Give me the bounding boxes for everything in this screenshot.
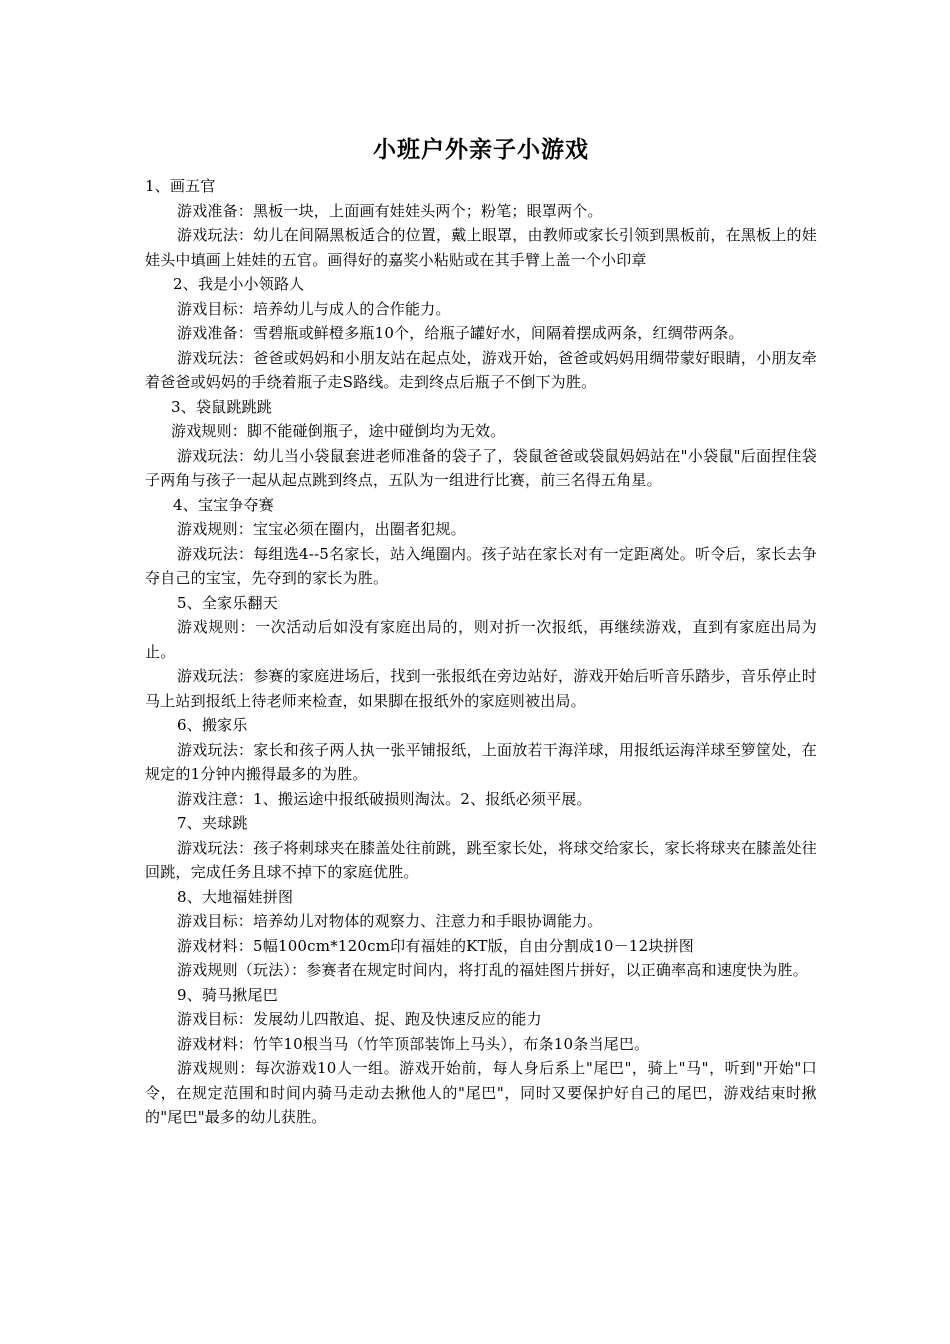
section-heading-6: 6、搬家乐 (177, 716, 248, 734)
section-heading-2: 2、我是小小领路人 (173, 275, 305, 293)
paragraph: 游戏规则：一次活动后如没有家庭出局的，则对折一次报纸，再继续游戏，直到有家庭出局为止。 (145, 618, 817, 661)
paragraph: 游戏规则：宝宝必须在圈内，出圈者犯规。 (177, 520, 466, 538)
document-title: 小班户外亲子小游戏 (373, 136, 589, 163)
paragraph: 游戏玩法：爸爸或妈妈和小朋友站在起点处，游戏开始，爸爸或妈妈用绸带蒙好眼睛，小朋友牵着爸爸或妈妈的手绕着瓶子走S路线。走到终点后瓶子不倒下为胜。 (145, 348, 817, 391)
section-heading-5: 5、全家乐翻天 (177, 593, 278, 612)
paragraph: 游戏玩法：幼儿在间隔黑板适合的位置，戴上眼罩，由教师或家长引领到黑板前，在黑板上的娃娃头中填画上娃娃的五官。画得好的嘉奖小粘贴或在其手臂上盖一个小印章 (145, 226, 817, 269)
section-heading-1: 1、画五官 (145, 177, 216, 195)
section-heading-3: 3、袋鼠跳跳跳 (171, 397, 272, 416)
paragraph: 游戏注意：1、搬运途中报纸破损则淘汰。2、报纸必须平展。 (177, 789, 592, 808)
paragraph: 游戏规则：每次游戏10人一组。游戏开始前，每人身后系上"尾巴"，骑上"马"，听到"开始"口令，在规定范围和时间内骑马走动去揪他人的"尾巴"，同时又要保护好自己的尾巴，游戏结束时揪的"尾巴"最多的幼儿获胜。 (145, 1059, 817, 1126)
paragraph: 游戏准备：雪碧瓶或鲜橙多瓶10个，给瓶子罐好水，间隔着摆成两条，红绸带两条。 (177, 324, 744, 342)
paragraph: 游戏材料：5幅100cm*120cm印有福娃的KT版，自由分割成10－12块拼图 (177, 936, 694, 955)
paragraph: 游戏目标：培养幼儿对物体的观察力、注意力和手眼协调能力。 (177, 912, 603, 930)
paragraph: 游戏玩法：每组选4--5名家长，站入绳圈内。孩子站在家长对有一定距离处。听令后，家长去争夺自己的宝宝，先夺到的家长为胜。 (145, 544, 817, 587)
section-heading-8: 8、大地福娃拼图 (177, 887, 294, 906)
paragraph: 游戏规则（玩法）：参赛者在规定时间内，将打乱的福娃图片拼好，以正确率高和速度快为胜。 (177, 961, 808, 979)
section-heading-4: 4、宝宝争夺赛 (173, 495, 274, 514)
paragraph: 游戏目标：培养幼儿与成人的合作能力。 (177, 299, 451, 318)
section-heading-7: 7、夹球跳 (177, 814, 248, 832)
paragraph: 游戏玩法：参赛的家庭进场后，找到一张报纸在旁边站好，游戏开始后听音乐踏步，音乐停止时马上站到报纸上待老师来检查，如果脚在报纸外的家庭则被出局。 (145, 667, 817, 710)
paragraph: 游戏玩法：孩子将刺球夹在膝盖处往前跳，跳至家长处，将球交给家长，家长将球夹在膝盖处往回跳，完成任务且球不掉下的家庭优胜。 (145, 838, 817, 881)
paragraph: 游戏规则：脚不能碰倒瓶子，途中碰倒均为无效。 (171, 422, 506, 440)
paragraph: 游戏玩法：幼儿当小袋鼠套进老师准备的袋子了，袋鼠爸爸或袋鼠妈妈站在"小袋鼠"后面捏住袋子两角与孩子一起从起点跳到终点，五队为一组进行比赛，前三名得五角星。 (145, 446, 817, 489)
paragraph: 游戏准备：黑板一块，上面画有娃娃头两个；粉笔；眼罩两个。 (177, 201, 603, 220)
paragraph: 游戏玩法：家长和孩子两人执一张平铺报纸，上面放若干海洋球，用报纸运海洋球至箩筐处，在规定的1分钟内搬得最多的为胜。 (145, 740, 817, 783)
paragraph: 游戏目标：发展幼儿四散追、捉、跑及快速反应的能力 (177, 1010, 542, 1028)
paragraph: 游戏材料：竹竿10根当马（竹竿顶部装饰上马头），布条10条当尾巴。 (177, 1034, 650, 1053)
document-page (145, 130, 817, 1130)
section-heading-9: 9、骑马揪尾巴 (177, 985, 278, 1004)
